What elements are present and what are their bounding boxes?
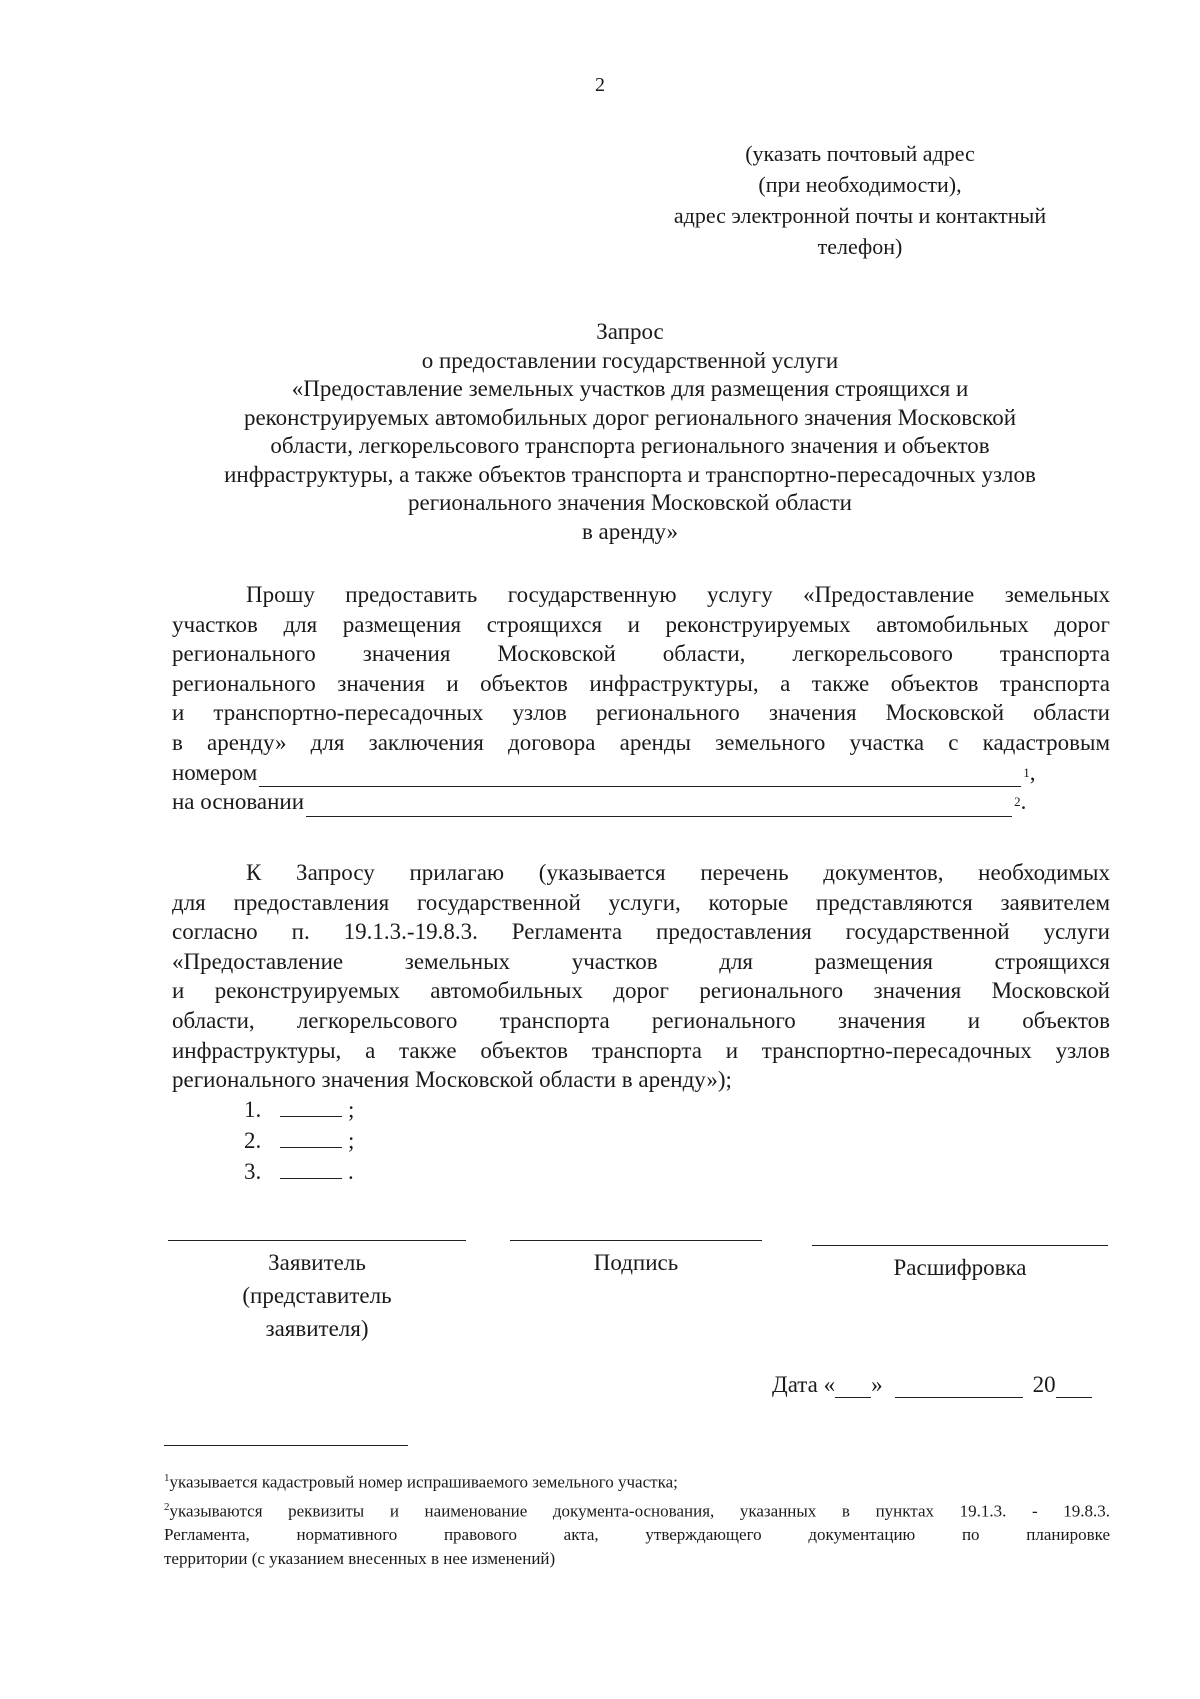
footnotes (164, 1466, 1110, 1571)
paragraph-line: инфраструктуры, а также объектов транспорта и транспортно-пересадочных узлов (172, 1037, 1110, 1063)
footnote-ref-2: 2 (1014, 794, 1021, 810)
title-line: регионального значения Московской области (407, 490, 852, 515)
request-paragraph (172, 580, 1110, 817)
address-hint-line: (указать почтовый адрес (745, 141, 975, 166)
address-hint (600, 138, 1120, 262)
date-quote-close: » (871, 1372, 883, 1397)
attachments-paragraph (172, 858, 1110, 1095)
list-number: 3. (244, 1159, 262, 1184)
paragraph-line: регионального значения Московской области в аренду»); (172, 1067, 732, 1093)
punctuation: , (1029, 759, 1036, 785)
list-number: 1. (244, 1097, 262, 1122)
paragraph-line: К Запросу прилагаю (указывается перечень документов, необходимых (246, 860, 1110, 885)
page-number: 2 (595, 74, 605, 96)
month-blank[interactable] (895, 1377, 1023, 1398)
signature-line[interactable] (510, 1240, 762, 1241)
day-blank[interactable] (835, 1377, 871, 1398)
year-prefix: 20 (1032, 1372, 1056, 1397)
attachment-blank[interactable] (280, 1160, 342, 1179)
applicant-label-line: Заявитель (268, 1250, 366, 1275)
paragraph-line: участков для размещения строящихся и реконструируемых автомобильных дорог (172, 611, 1110, 637)
list-item (244, 1125, 354, 1156)
attachments-list (244, 1094, 354, 1187)
paragraph-line: регионального значения Московской области, легкорельсового транспорта (172, 641, 1110, 667)
footnote-mark: 1 (164, 1472, 170, 1484)
punctuation: ; (348, 1128, 355, 1153)
title-line: о предоставлении государственной услуги (421, 347, 839, 373)
address-hint-line: (при необходимости), (758, 172, 962, 197)
punctuation: ; (348, 1097, 355, 1122)
basis-label: на основании (172, 789, 305, 815)
title-line: области, легкорельсового транспорта регионального значения и объектов (270, 433, 990, 458)
applicant-label-line: (представитель (242, 1283, 392, 1308)
punctuation: . (348, 1159, 354, 1184)
paragraph-line: и транспортно-пересадочных узлов регионального значения Московской области (172, 700, 1110, 726)
signature-label: Подпись (593, 1250, 679, 1275)
paragraph-line: «Предоставление земельных участков для размещения строящихся (172, 948, 1110, 974)
decoding-label: Расшифровка (893, 1255, 1027, 1280)
cadastral-number-blank[interactable] (259, 764, 1021, 787)
title-line: «Предоставление земельных участков для размещения строящихся и (291, 376, 969, 401)
applicant-label (168, 1246, 466, 1345)
list-item (244, 1094, 354, 1125)
date-label: Дата « (772, 1372, 836, 1397)
applicant-label-line: заявителя) (265, 1316, 369, 1341)
footnote-1 (164, 1466, 1110, 1495)
address-hint-line: адрес электронной почты и контактный (673, 203, 1047, 228)
date-field (772, 1372, 1092, 1398)
footnote-mark: 2 (164, 1500, 170, 1513)
paragraph-line: согласно п. 19.1.3.-19.8.3. Регламента предоставления государственной услуги (172, 919, 1110, 945)
title-line: инфраструктуры, а также объектов транспорта и транспортно-пересадочных узлов (224, 461, 1036, 487)
basis-blank[interactable] (306, 794, 1012, 817)
attachment-blank[interactable] (280, 1098, 342, 1117)
decoding-signature-line[interactable] (812, 1245, 1108, 1246)
paragraph-line: в аренду» для заключения договора аренды земельного участка с кадастровым (172, 729, 1110, 755)
cadastral-number-field (172, 758, 1110, 788)
list-number: 2. (244, 1128, 262, 1153)
punctuation: . (1020, 789, 1027, 815)
paragraph-line: и реконструируемых автомобильных дорог регионального значения Московской (172, 978, 1110, 1004)
footnote-ref-1: 1 (1023, 764, 1030, 780)
title-line: реконструируемых автомобильных дорог регионального значения Московской (243, 404, 1017, 430)
cadastral-label: номером (172, 759, 258, 785)
applicant-signature-line[interactable] (168, 1240, 466, 1241)
basis-field (172, 787, 1110, 817)
list-item (244, 1156, 354, 1187)
paragraph-line: регионального значения и объектов инфраструктуры, а также объектов транспорта (172, 670, 1110, 696)
year-blank[interactable] (1056, 1377, 1092, 1398)
footnote-2-line: территории (с указанием внесенных в нее изменений) (164, 1549, 556, 1569)
paragraph-line: области, легкорельсового транспорта регионального значения и объектов (172, 1007, 1110, 1033)
attachment-blank[interactable] (280, 1129, 342, 1148)
footnote-text: указываются реквизиты и наименование документа-основания, указанных в пунктах 19.1.3. - 19.8.3. (169, 1501, 1110, 1521)
title-line: Запрос (596, 319, 664, 344)
paragraph-line: Прошу предоставить государственную услугу «Предоставление земельных (246, 582, 1110, 607)
footnote-2-line (164, 1495, 1110, 1524)
footnote-2-line: Регламента, нормативного правового акта, утверждающего документацию по планировке (164, 1525, 1110, 1545)
paragraph-line: для предоставления государственной услуги, которые представляются заявителем (172, 889, 1110, 915)
footnote-separator (164, 1445, 408, 1446)
footnote-text: указывается кадастровый номер испрашиваемого земельного участка; (169, 1472, 678, 1492)
document-title (150, 318, 1110, 546)
title-line: в аренду» (581, 518, 679, 544)
address-hint-line: телефон) (817, 234, 903, 259)
